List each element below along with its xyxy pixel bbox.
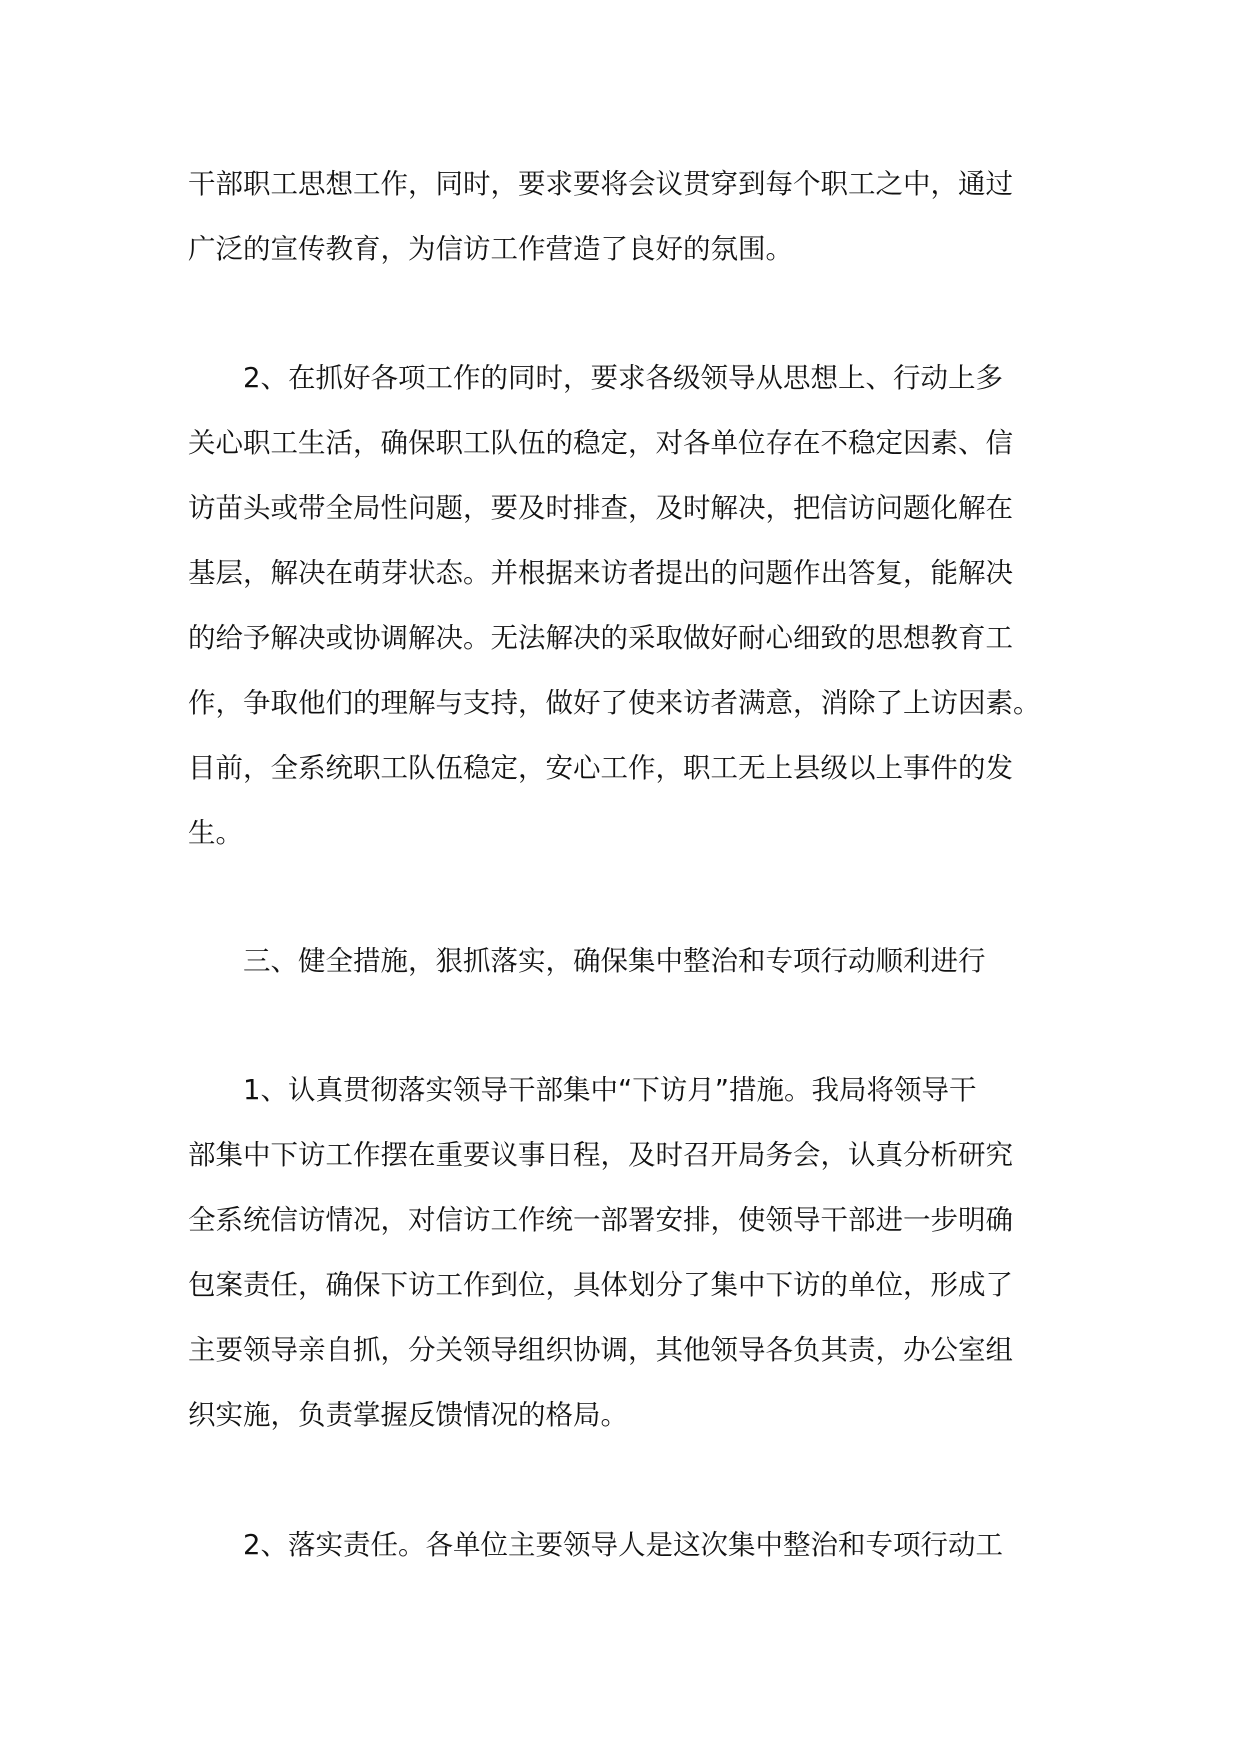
paragraph-item-2-care bbox=[188, 346, 1058, 866]
text-line: 2、在抓好各项工作的同时，要求各级领导从思想上、行动上多 bbox=[188, 362, 1003, 394]
text-line: 干部职工思想工作，同时，要求要将会议贯穿到每个职工之中，通过 bbox=[188, 168, 1013, 200]
text-line: 基层，解决在萌芽状态。并根据来访者提出的问题作出答复，能解决 bbox=[188, 557, 1013, 589]
text-line: 2、落实责任。各单位主要领导人是这次集中整治和专项行动工 bbox=[188, 1529, 1003, 1561]
text-line: 织实施，负责掌握反馈情况的格局。 bbox=[188, 1399, 628, 1431]
text-line: 访苗头或带全局性问题，要及时排查，及时解决，把信访问题化解在 bbox=[188, 492, 1013, 524]
paragraph-continuation bbox=[188, 152, 1058, 282]
heading-line: 三、健全措施，狠抓落实，确保集中整治和专项行动顺利进行 bbox=[188, 945, 986, 977]
text-line: 1、认真贯彻落实领导干部集中“下访月”措施。我局将领导干 bbox=[188, 1074, 977, 1106]
text-line: 广泛的宣传教育，为信访工作营造了良好的氛围。 bbox=[188, 233, 793, 265]
text-line: 部集中下访工作摆在重要议事日程，及时召开局务会，认真分析研究 bbox=[188, 1139, 1013, 1171]
text-line: 生。 bbox=[188, 817, 243, 849]
text-line: 关心职工生活，确保职工队伍的稳定，对各单位存在不稳定因素、信 bbox=[188, 427, 1013, 459]
text-line: 包案责任，确保下访工作到位，具体划分了集中下访的单位，形成了 bbox=[188, 1269, 1013, 1301]
paragraph-item-1-implement bbox=[188, 1058, 1058, 1448]
text-line: 作，争取他们的理解与支持，做好了使来访者满意，消除了上访因素。 bbox=[188, 687, 1041, 719]
section-heading bbox=[188, 929, 1058, 994]
paragraph-item-2-responsibility bbox=[188, 1513, 1058, 1578]
text-line: 目前，全系统职工队伍稳定，安心工作，职工无上县级以上事件的发 bbox=[188, 752, 1013, 784]
text-line: 主要领导亲自抓，分关领导组织协调，其他领导各负其责，办公室组 bbox=[188, 1334, 1013, 1366]
text-line: 的给予解决或协调解决。无法解决的采取做好耐心细致的思想教育工 bbox=[188, 622, 1013, 654]
text-line: 全系统信访情况，对信访工作统一部署安排，使领导干部进一步明确 bbox=[188, 1204, 1013, 1236]
